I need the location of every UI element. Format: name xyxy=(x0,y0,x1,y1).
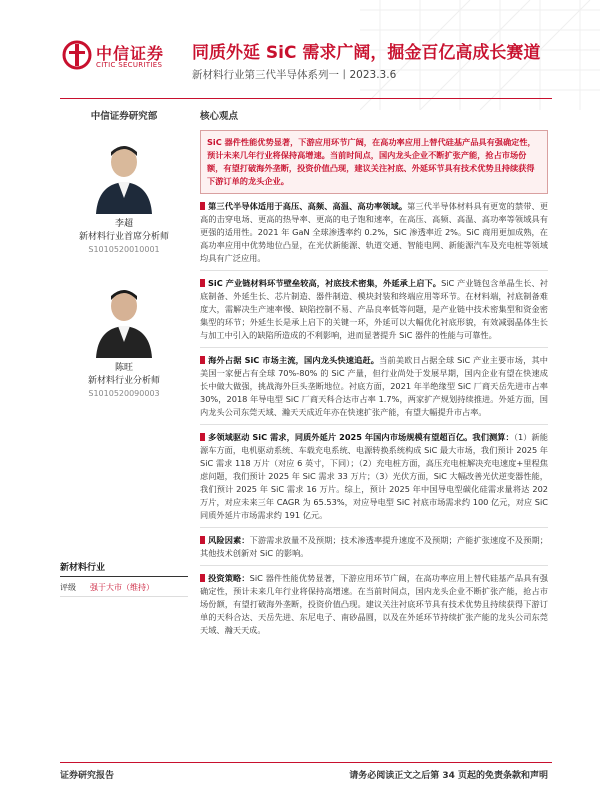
paragraph-lead: 多领域驱动 SiC 需求，同质外延片 2025 年国内市场规模有望超百亿。我们测算： xyxy=(208,432,514,442)
bullet-icon xyxy=(200,356,205,364)
rating-label: 评级 xyxy=(60,583,76,592)
paragraph-lead: 投资策略： xyxy=(208,573,250,583)
paragraph xyxy=(200,277,548,342)
analyst-license-id: S1010520010001 xyxy=(88,245,160,254)
paragraph-body: 当前美欧日占据全球 SiC 产业主要市场，其中美国一家便占有全球 70%-80% 的 SiC 产量，但行业尚处于发展早期，国内企业有望在快速成长中做大做强，挑战海外巨头垄断地位。衬底方面，2021 年半绝缘型 SiC 厂商天岳先进市占率 30%，2018 年导电型 SiC 厂商天科合达市占率 1.7%，两家扩产规划持续推进。外延方面，国内龙头公司东莞天域、瀚天天成近年亦在快速扩张产能，有望大幅提升市占率。 xyxy=(200,355,548,417)
paragraph-body: SiC 产业链包含单晶生长、衬底制备、外延生长、芯片制造、器件制造、模块封装和终端应用等环节。在材料端，衬底制备难度大，需解决生产速率慢、缺陷控制不易、产品良率低等问题，是产业链中技术密集型和资金密集型的环节；外延生长是承上启下的关键一环，外延可以大幅优化衬底形貌，有效减弱晶体生长与加工中引入的缺陷所造成的不利影响，进而显著提升 SiC 器件的性能与可靠性。 xyxy=(200,278,548,340)
analyst-photo xyxy=(90,282,158,358)
paragraph-lead: 海外占据 SiC 市场主流，国内龙头快速追赶。 xyxy=(208,355,380,365)
analyst-photo xyxy=(90,138,158,214)
core-view-box: SiC 器件性能优势显著，下游应用环节广阔，在高功率应用上替代硅基产品具有强确定性，预计未来几年行业将保持高增速。当前时间点，国内龙头企业不断扩张产能，抢占市场份额，有望打破海外垄断，投资价值凸现，建议关注衬底、外延环节具有技术优势且持续获得下游订单的龙头企业。 xyxy=(200,130,548,194)
divider xyxy=(200,270,548,271)
rating-industry: 新材料行业 xyxy=(60,560,188,577)
bullet-icon xyxy=(200,279,205,287)
bullet-icon xyxy=(200,574,205,582)
paragraph xyxy=(200,572,548,637)
analyst-card xyxy=(60,282,188,400)
paragraph-body: （1）新能源车方面，电机驱动系统、车载充电系统、电源转换系统构成 SiC 最大市场，我们预计 2025 年 SiC 需求 118 万片（对应 6 英寸，下同）；（2）充电桩方面，高压充电桩解决充电速度+里程焦虑问题，我们预计 2025 年 SiC 需求 33 万片；（3）光伏方面，SiC 大幅改善光伏逆变器性能，我们预计 2025 年 SiC 需求 16 万片。综上，预计 2025 年中国导电型碳化硅需求量将达 202 万片，对应未来三年 CAGR 为 65.53%，对应导电型 SiC 衬底市场需求约 100 亿元，对应 SiC 同质外延片市场需求约 191 亿元。 xyxy=(200,432,548,520)
core-view-label: 核心观点 xyxy=(200,111,239,122)
person-icon xyxy=(90,138,158,214)
analyst-name: 李超 xyxy=(114,219,133,229)
footer-divider xyxy=(60,762,552,763)
citic-logo-icon xyxy=(62,40,92,70)
company-logo xyxy=(62,40,182,74)
footer-report-type: 证券研究报告 xyxy=(60,771,115,781)
divider xyxy=(200,527,548,528)
brand-name-cn: 中信证券 xyxy=(96,44,165,63)
paragraph-lead: SiC 产业链材料环节壁垒较高，衬底技术密集，外延承上启下。 xyxy=(208,278,442,288)
divider xyxy=(200,565,548,566)
analyst-license-id: S1010520090003 xyxy=(88,389,160,398)
paragraph xyxy=(200,354,548,419)
paragraph-lead: 第三代半导体适用于高压、高频、高温、高功率领域。 xyxy=(208,201,408,211)
person-icon xyxy=(90,282,158,358)
report-header xyxy=(0,0,600,100)
rating-box xyxy=(60,560,188,597)
bullet-icon xyxy=(200,536,205,544)
brand-name-en: CITIC SECURITIES xyxy=(96,61,163,69)
paragraph xyxy=(200,534,548,560)
paragraph xyxy=(200,200,548,265)
main-content xyxy=(200,130,548,637)
rating-value: 强于大市（维持） xyxy=(90,583,154,592)
report-title: 同质外延 SiC 需求广阔，掘金百亿高成长赛道 xyxy=(192,43,541,63)
rating-row xyxy=(60,582,188,597)
footer-disclaimer: 请务必阅读正文之后第 34 页起的免责条款和声明 xyxy=(349,771,548,781)
research-dept-label: 中信证券研究部 xyxy=(90,111,158,122)
paragraph-body: SiC 器件性能优势显著，下游应用环节广阔，在高功率应用上替代硅基产品具有强确定性，预计未来几年行业将保持高增速。在当前时间点，国内龙头企业不断扩张产能，抢占市场份额，有望打破海外垄断，投资价值凸现。建议关注衬底环节具有技术优势且持续获得下游订单的天科合达、天岳先进、东尼电子、南砂晶圆，以及在外延环节持续扩张产能的龙头公司东莞天域、瀚天天成。 xyxy=(200,573,548,635)
paragraph-lead: 风险因素： xyxy=(208,535,250,545)
left-column xyxy=(60,108,188,122)
header-divider xyxy=(60,98,552,99)
analyst-title: 新材料行业首席分析师 xyxy=(78,232,169,242)
divider xyxy=(200,347,548,348)
analyst-title: 新材料行业分析师 xyxy=(87,376,160,386)
paragraph xyxy=(200,431,548,522)
paragraph-body: 下游需求放量不及预期；技术渗透率提升速度不及预期；产能扩张速度不及预期；其他技术创新对 SiC 的影响。 xyxy=(200,535,548,558)
report-subtitle: 新材料行业第三代半导体系列一丨2023.3.6 xyxy=(192,69,397,81)
bullet-icon xyxy=(200,202,205,210)
analyst-name: 陈旺 xyxy=(114,363,133,373)
analyst-card xyxy=(60,138,188,256)
paragraph-body: 第三代半导体材料具有更宽的禁带、更高的击穿电场、更高的热导率、更高的电子饱和速率，在高压、高频、高温、高功率等领域具有更强的适用性。2021 年 GaN 全球渗透率约 0.2%，SiC 渗透率近 2%。SiC 商用更加成熟，在高功率应用中优势地位凸显，在光伏新能源、轨道交通、智能电网、新能源汽车及充电桩等领域均具有广泛应用。 xyxy=(200,201,548,263)
bullet-icon xyxy=(200,433,205,441)
divider xyxy=(200,424,548,425)
